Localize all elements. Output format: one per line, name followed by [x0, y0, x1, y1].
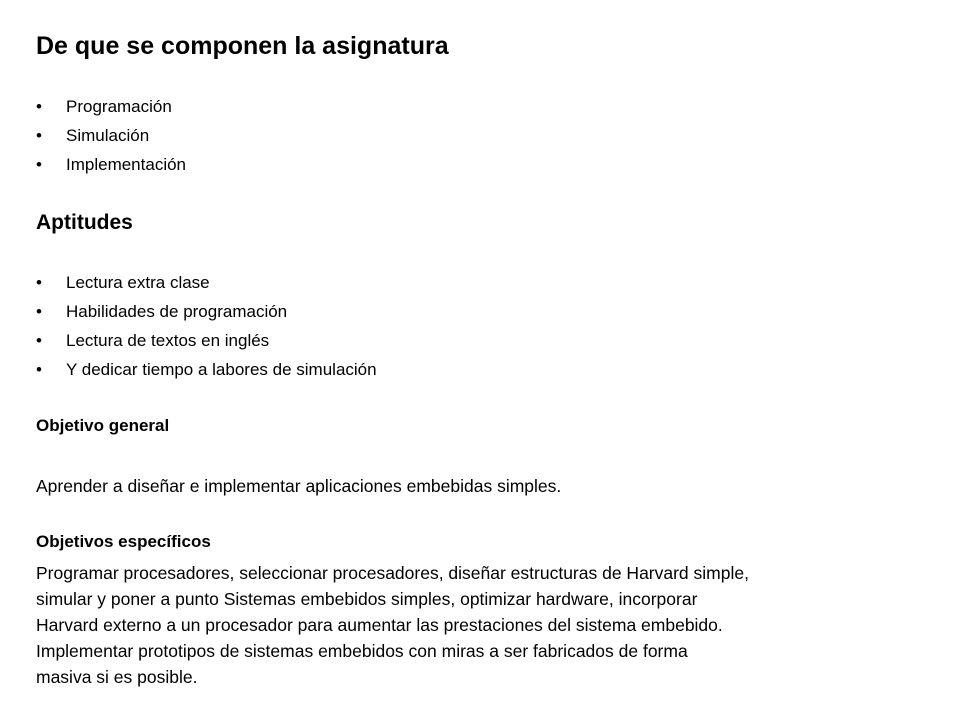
specific-objectives-heading: Objetivos específicos: [36, 532, 211, 551]
components-list: [36, 92, 186, 179]
list-item: [36, 297, 377, 326]
paragraph-line: simular y poner a punto Sistemas embebidos simples, optimizar hardware, incorporar: [36, 589, 698, 609]
bullet-icon: •: [36, 331, 42, 350]
general-objective-heading: Objetivo general: [36, 416, 170, 435]
slide-title: De que se componen la asignatura: [36, 32, 449, 60]
list-item-text: Lectura de textos en inglés: [66, 331, 270, 350]
bullet-icon: •: [36, 273, 42, 292]
paragraph-line: Harvard externo a un procesador para aumentar las prestaciones del sistema embebido.: [36, 615, 723, 635]
list-item-text: Programación: [66, 97, 172, 116]
list-item: [36, 121, 186, 150]
bullet-icon: •: [36, 360, 42, 379]
list-item-text: Simulación: [66, 126, 150, 145]
bullet-icon: •: [36, 97, 42, 116]
aptitudes-list: [36, 268, 377, 384]
specific-objectives-text: [36, 560, 936, 690]
list-item-text: Lectura extra clase: [66, 273, 210, 292]
bullet-icon: •: [36, 155, 42, 174]
list-item-text: Habilidades de programación: [66, 302, 288, 321]
paragraph-line: Implementar prototipos de sistemas embebidos con miras a ser fabricados de forma: [36, 641, 688, 661]
paragraph-line: masiva si es posible.: [36, 667, 198, 687]
list-item: [36, 150, 186, 179]
general-objective-text: Aprender a diseñar e implementar aplicaciones embebidas simples.: [36, 476, 562, 496]
list-item: [36, 92, 186, 121]
list-item: [36, 326, 377, 355]
list-item: [36, 268, 377, 297]
aptitudes-heading: Aptitudes: [36, 211, 133, 234]
list-item: [36, 355, 377, 384]
list-item-text: Implementación: [66, 155, 187, 174]
bullet-icon: •: [36, 302, 42, 321]
list-item-text: Y dedicar tiempo a labores de simulación: [66, 360, 377, 379]
paragraph-line: Programar procesadores, seleccionar procesadores, diseñar estructuras de Harvard simple,: [36, 563, 749, 583]
bullet-icon: •: [36, 126, 42, 145]
